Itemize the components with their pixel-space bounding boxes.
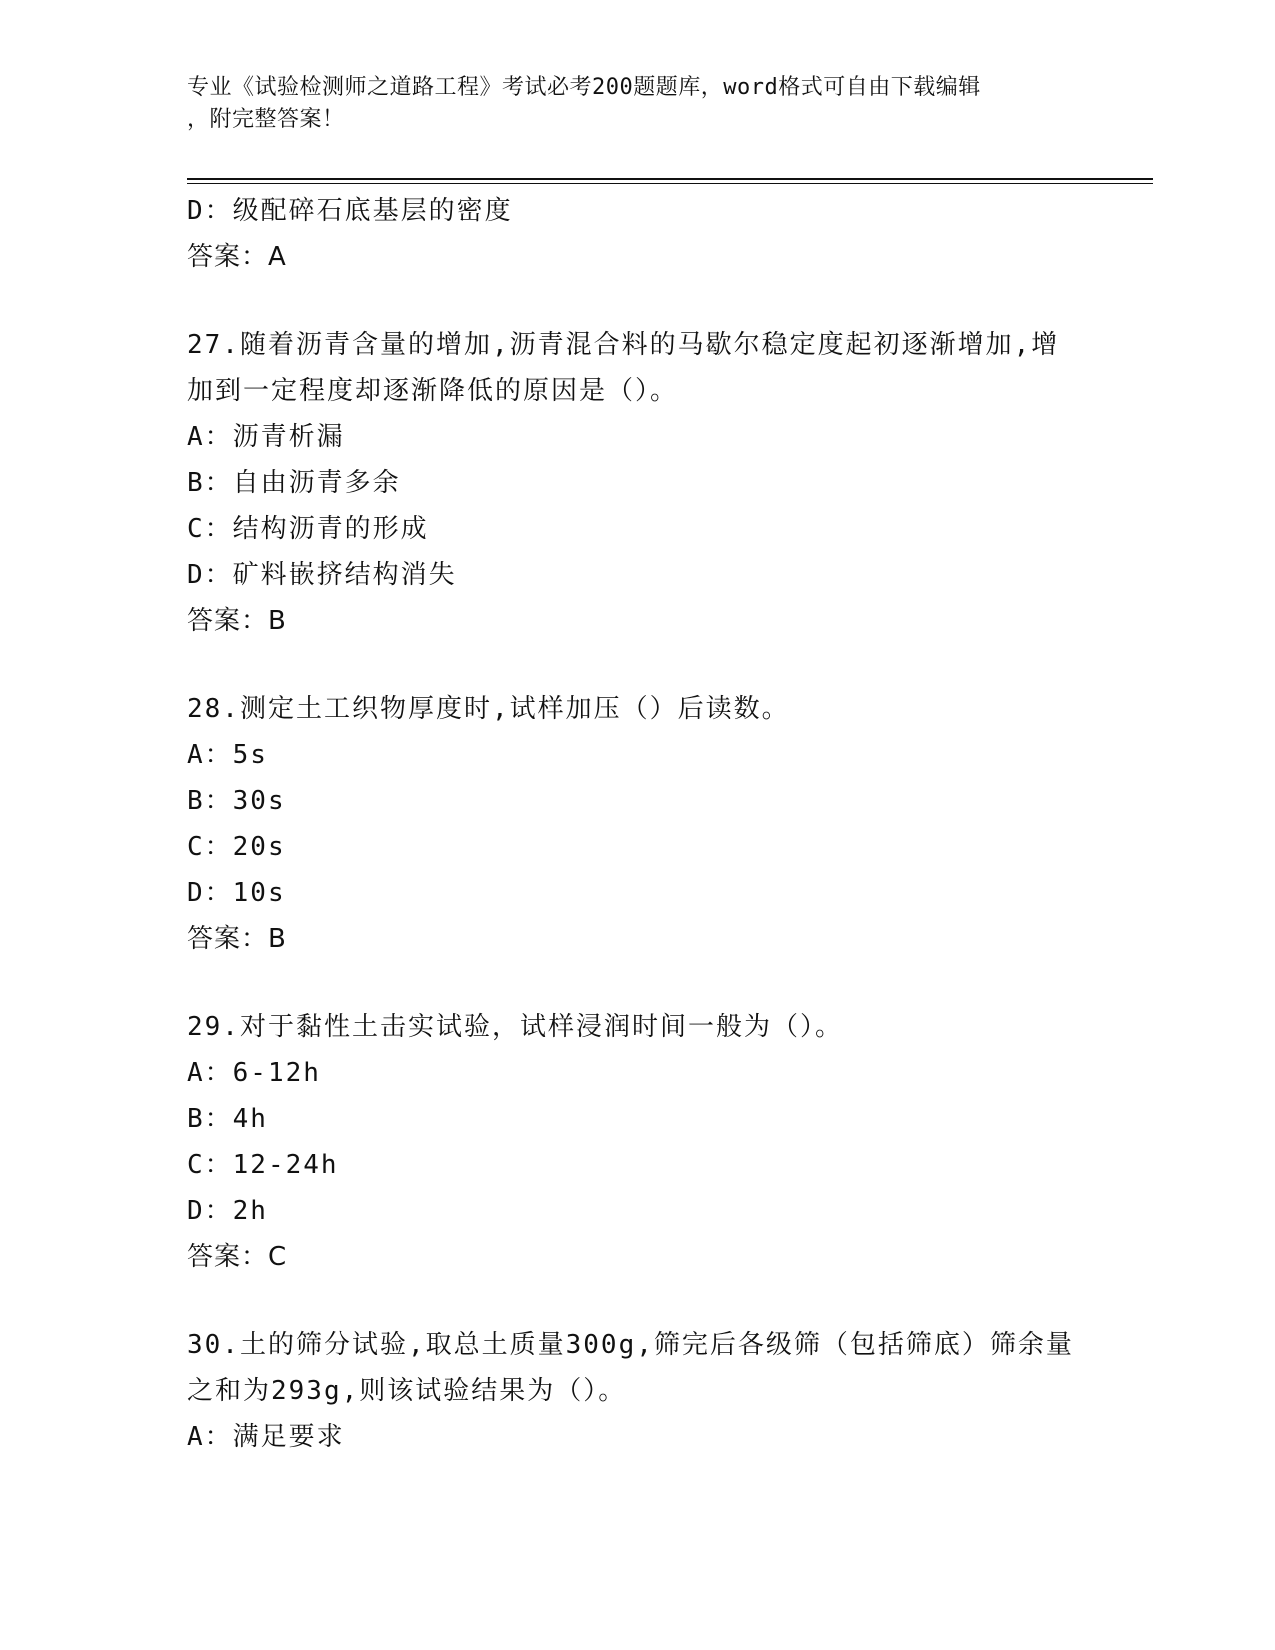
answer-line: 答案：B [187, 606, 287, 636]
question-30 [187, 1322, 1087, 1460]
question-stem-line-1: 29.对于黏性土击实试验，试样浸润时间一般为（）。 [187, 1012, 843, 1042]
question-stem-line-2: 之和为293g,则该试验结果为（）。 [187, 1376, 627, 1406]
header-title-line-2: ，附完整答案！ [187, 107, 345, 132]
answer-line: 答案：B [187, 924, 287, 954]
option-a: A：沥青析漏 [187, 422, 345, 452]
question-29 [187, 1004, 1087, 1280]
question-list [187, 188, 1087, 1460]
header-divider-thin [187, 183, 1153, 184]
option-a: A：6-12h [187, 1058, 321, 1088]
option-a: A：5s [187, 740, 268, 770]
question-stem-line-1: 30.土的筛分试验,取总土质量300g,筛完后各级筛（包括筛底）筛余量 [187, 1330, 1074, 1360]
question-stem-line-1: 28.测定土工织物厚度时,试样加压（）后读数。 [187, 694, 790, 724]
option-c: C：20s [187, 832, 286, 862]
option-c: C：12-24h [187, 1150, 339, 1180]
option-d: D：级配碎石底基层的密度 [187, 196, 513, 226]
header-divider-thick [187, 178, 1153, 180]
option-b: B：30s [187, 786, 286, 816]
answer-line: 答案：C [187, 1242, 288, 1272]
option-d: D：10s [187, 878, 286, 908]
option-d: D：矿料嵌挤结构消失 [187, 560, 457, 590]
option-d: D：2h [187, 1196, 268, 1226]
option-c: C：结构沥青的形成 [187, 514, 429, 544]
document-header [187, 72, 1087, 136]
question-stem-line-2: 加到一定程度却逐渐降低的原因是（）。 [187, 376, 679, 406]
header-title-line-1: 专业《试验检测师之道路工程》考试必考200题题库，word格式可自由下载编辑 [187, 75, 981, 100]
question-stem-line-1: 27.随着沥青含量的增加,沥青混合料的马歇尔稳定度起初逐渐增加,增 [187, 330, 1060, 360]
option-b: B：自由沥青多余 [187, 468, 401, 498]
question-28 [187, 686, 1087, 962]
option-a: A：满足要求 [187, 1422, 345, 1452]
question-27 [187, 322, 1087, 644]
answer-line: 答案：A [187, 242, 287, 272]
question-26-fragment [187, 188, 1087, 280]
option-b: B：4h [187, 1104, 268, 1134]
